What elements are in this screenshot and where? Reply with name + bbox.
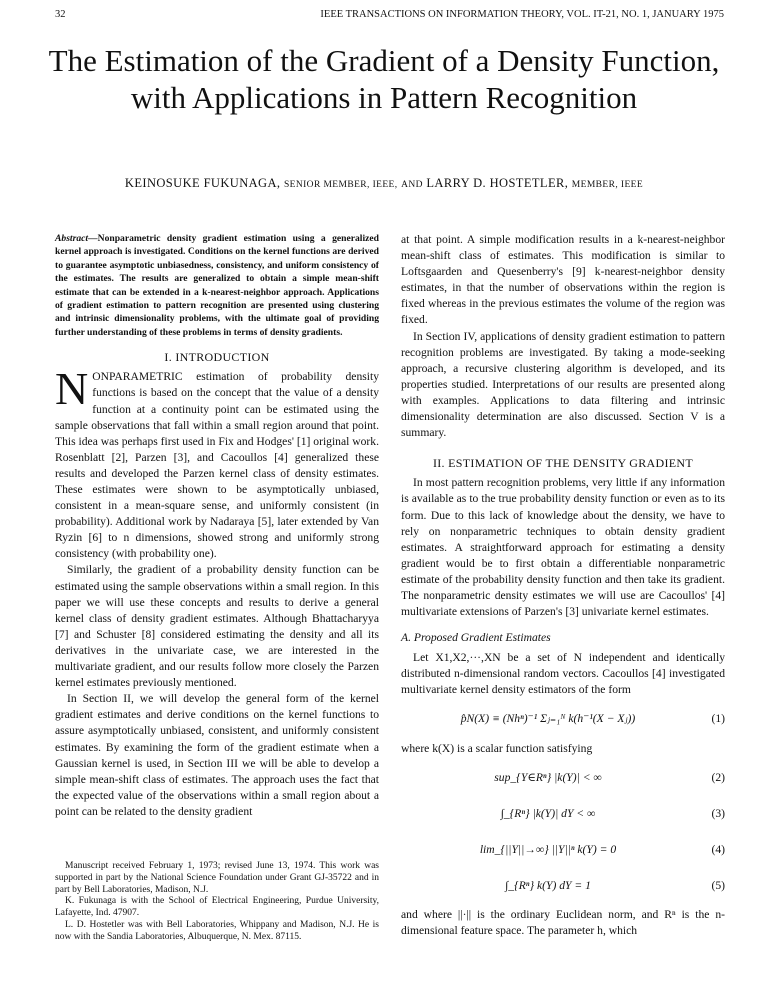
- author-1: KEINOSUKE FUKUNAGA,: [124, 176, 281, 190]
- equation-5: ∫_{Rⁿ} k(Y) dY = 1 (5): [505, 878, 725, 892]
- section2-paragraph-3: where k(X) is a scalar function satisfying: [401, 741, 593, 755]
- section-heading-estimation: II. ESTIMATION OF THE DENSITY GRADIENT: [432, 456, 694, 471]
- intro-paragraph-3: In Section II, we will develop the general form of the kernel gradient estimates and derive conditions on the kernel functions to assure asymptotically unbiased, consistent, and uniformly consistent estimates. By examining the form of the gradient estimate when a Gaussian kernel is used, in Section III we will be able to develop a simple mean-shift class of estimates. The approach uses the fact that the expected value of the observations within a small region about a point can be related to the density gradient: [55, 692, 379, 818]
- drop-cap: N: [55, 363, 89, 415]
- intro-paragraph-2: Similarly, the gradient of a probability density function can be estimated using the sample observations within a small region. In this paper we will use these concepts and results to derive a general kernel class of density gradient estimates. Although Bhattacharyya [7] and Schuster [8] considered estimating the density and all its derivatives in the univariate case, we are interested in the multivariate gradient, and our results follow more closely the Parzen kernel estimates previously mentioned.: [55, 563, 379, 690]
- section2-paragraph-2: Let X1,X2,···,XN be a set of N independent and identically distributed n-dimensional random vectors. Cacoullos [4] investigated multivariate kernel density estimators of the form: [401, 651, 725, 697]
- footnote-author-2: L. D. Hostetler was with Bell Laboratories, Whippany and Madison, N.J. He is now with the Sandia Laboratories, Albuquerque, N. Mex. 87115.: [55, 919, 379, 942]
- footnote-manuscript: Manuscript received February 1, 1973; revised June 13, 1974. This work was supported in part by the National Science Foundation under Grant GJ-35722 and in part by Bell Laboratories, Madison, N.J.: [55, 861, 379, 895]
- author-line: [40, 176, 728, 191]
- journal-info: IEEE TRANSACTIONS ON INFORMATION THEORY, VOL. IT-21, NO. 1, JANUARY 1975: [320, 9, 724, 20]
- author-2: LARRY D. HOSTETLER,: [426, 176, 569, 190]
- abstract-text: Nonparametric density gradient estimation using a generalized kernel approach is investigated. Conditions on the kernel functions are derived to guarantee asymptotic unbiasedness, consistency, and uniform consistency of the estimates. The results are generalized to obtain a simple mean-shift estimate that can be extended in a k-nearest-neighbor approach. Applications of gradient estimation to pattern recognition are presented using clustering and intrinsic dimensionality problems, with the ultimate goal of providing further understanding of these problems in terms of density gradients.: [55, 233, 379, 338]
- intro-paragraph-4: at that point. A simple modification results in a k-nearest-neighbor mean-shift class of estimates. This modification is similar to Loftsgaarden and Quesenberry's [9] k-nearest-neighbor density estimates, in that the number of observations within the region is fixed whereas in the previous estimates the volume of the region was fixed.: [401, 233, 725, 327]
- section2-paragraph-1: In most pattern recognition problems, very little if any information is available as to the true probability density function or even as to its form. Due to this lack of knowledge about the density, we have to rely on nonparametric techniques to obtain density gradient estimates. A straightforward approach for estimating a density gradient would be to first obtain a differentiable nonparametric estimate of the probability density function and then take its gradient. The nonparametric density estimates we will use are Cacoullos' [4] multivariate extensions of Parzen's [3] univariate kernel estimates.: [401, 476, 725, 619]
- subsection-heading: A. Proposed Gradient Estimates: [401, 631, 551, 645]
- abstract: [55, 232, 379, 339]
- equation-4: lim_{||Y||→∞} ||Y||ⁿ k(Y) = 0 (4): [479, 842, 725, 856]
- intro-paragraph-1: NONPARAMETRIC estimation of probability density functions is based on the concept that the value of a density function at a continuity point can be estimated using the sample observations that fall within a small region around that point. This idea was perhaps first used in Fix and Hodges' [1] original work. Rosenblatt [2], Parzen [3], and Cacoullos [4] generalized these results and developed the Parzen kernel class of density estimates. These estimates were shown to be asymptotically unbiased, consistent in a mean-square sense, and uniformly consistent (in probability). Additional work by Nadaraya [5], later extended by Van Ryzin [6] to n dimensions, showed strong and uniformly strong consistency (with probability one).: [55, 363, 379, 561]
- section2-paragraph-4: and where ||·|| is the ordinary Euclidean norm, and Rⁿ is the n-dimensional feature space. The parameter h, which: [401, 907, 725, 937]
- author-and: AND: [401, 180, 423, 190]
- equation-1: p̂N(X) ≡ (Nhⁿ)⁻¹ Σⱼ₌₁ᴺ k(h⁻¹(X − Xⱼ)) (1): [460, 712, 725, 726]
- page-number: 32: [55, 9, 66, 20]
- intro-paragraph-5: In Section IV, applications of density gradient estimation to pattern recognition problems are investigated. By taking a mode-seeking approach, a recursive clustering algorithm is developed, and its properties studied. Interpretations of our results are presented along with examples. Applications to data filtering and intrinsic dimensionality determination are also discussed. Section V is a summary.: [401, 329, 725, 440]
- footnote: [55, 861, 379, 944]
- equation-3: ∫_{Rⁿ} |k(Y)| dY < ∞ (3): [500, 806, 725, 820]
- right-column: [401, 232, 725, 939]
- left-column: [55, 232, 379, 820]
- author-1-role: SENIOR MEMBER, IEEE,: [283, 180, 398, 190]
- author-2-role: MEMBER, IEEE: [571, 180, 644, 190]
- paper-title: The Estimation of the Gradient of a Density Function, with Applications in Pattern Recognition: [48, 43, 720, 115]
- section-heading-introduction: I. INTRODUCTION: [164, 350, 270, 365]
- footnote-author-1: K. Fukunaga is with the School of Electrical Engineering, Purdue University, Lafayette, Ind. 47907.: [55, 896, 379, 919]
- equation-2: sup_{Y∈Rⁿ} |k(Y)| < ∞ (2): [494, 770, 725, 784]
- abstract-label: Abstract—: [55, 233, 98, 244]
